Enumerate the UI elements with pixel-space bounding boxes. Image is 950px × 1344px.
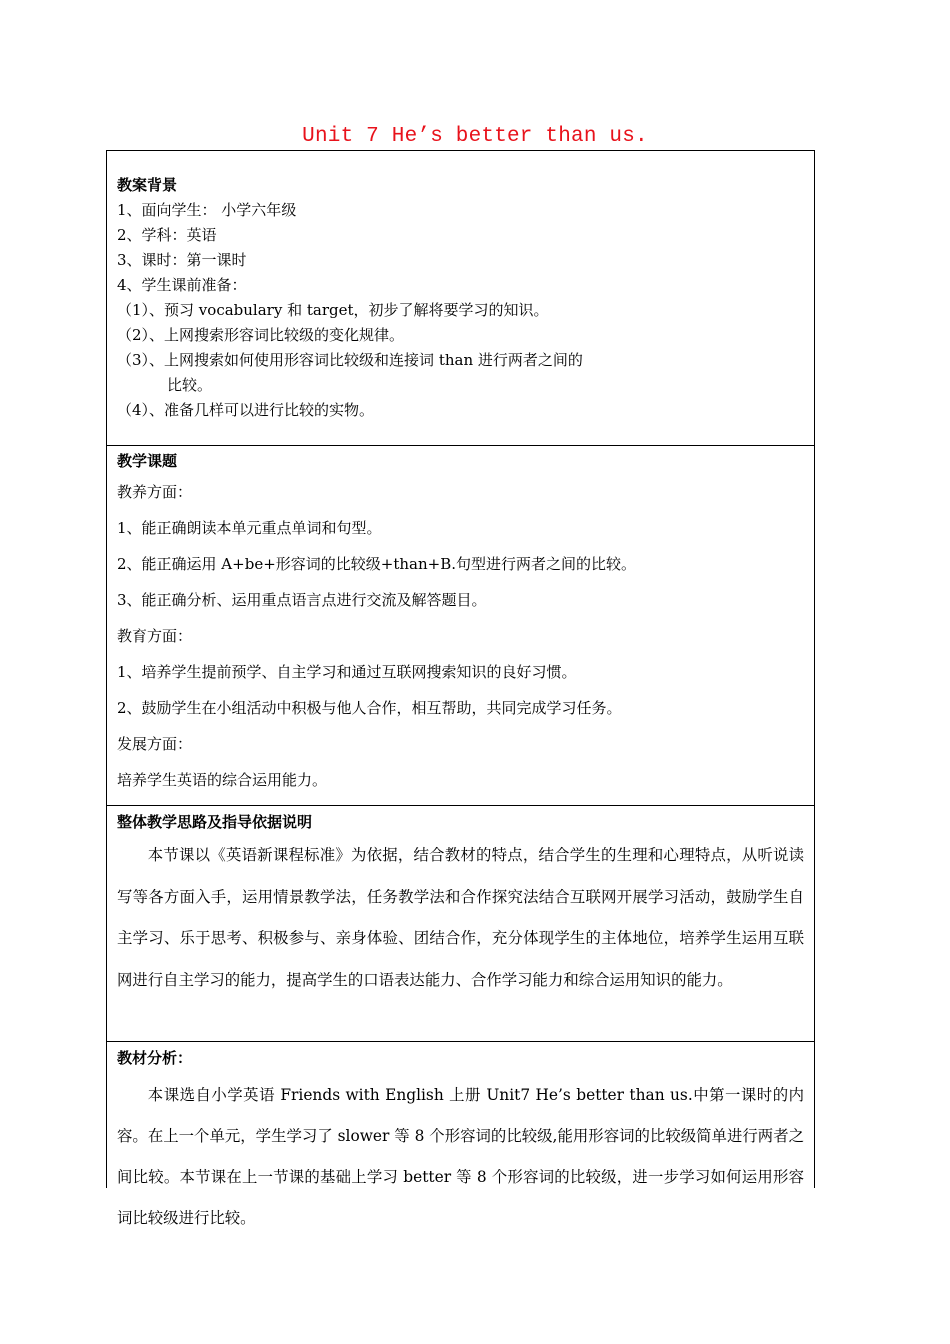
background-item: （2）、上网搜索形容词比较级的变化规律。 <box>117 326 405 344</box>
analysis-paragraph: 本课选自小学英语 Friends with English 上册 Unit7 He’s better than us.中第一课时的内容。在上一个单元，学生学习了 slower 等 8 个形容词的比较级,能用形容词的比较级简单进行两者之间比较。本节课在上一节课的基础上学习 better 等 8 个形容词的比较级，进一步学习如何运用形容词比较级进行比较。 <box>117 1086 804 1227</box>
background-item: 1、面向学生： 小学六年级 <box>117 201 297 219</box>
background-item: （4）、准备几样可以进行比较的实物。 <box>117 401 375 419</box>
topic-item: 1、培养学生提前预学、自主学习和通过互联网搜索知识的良好习惯。 <box>117 663 577 681</box>
topic-item: 教养方面： <box>117 483 193 501</box>
background-section <box>107 173 814 423</box>
approach-paragraph: 本节课以《英语新课程标准》为依据，结合教材的特点，结合学生的生理和心理特点，从听说读写等各方面入手，运用情景教学法，任务教学法和合作探究法结合互联网开展学习活动，鼓励学生自主学习、乐于思考、积极参与、亲身体验、团结合作，充分体现学生的主体地位，培养学生运用互联网进行自主学习的能力，提高学生的口语表达能力、合作学习能力和综合运用知识的能力。 <box>117 846 804 989</box>
background-item: 3、课时：第一课时 <box>117 251 247 269</box>
background-item: 比较。 <box>167 376 213 394</box>
approach-heading: 整体教学思路及指导依据说明 <box>117 813 313 831</box>
background-item: （3）、上网搜索如何使用形容词比较级和连接词 than 进行两者之间的 <box>117 351 583 369</box>
analysis-section <box>107 1041 814 1239</box>
background-item: 2、学科：英语 <box>117 226 217 244</box>
background-item: （1）、预习 vocabulary 和 target，初步了解将要学习的知识。 <box>117 301 549 319</box>
topic-item: 1、能正确朗读本单元重点单词和句型。 <box>117 519 382 537</box>
topic-item: 培养学生英语的综合运用能力。 <box>117 771 328 789</box>
lesson-plan-table <box>106 150 815 1227</box>
approach-section <box>107 805 814 1001</box>
analysis-heading: 教材分析： <box>117 1049 193 1067</box>
topic-item: 发展方面： <box>117 735 193 753</box>
topic-item: 2、鼓励学生在小组活动中积极与他人合作，相互帮助，共同完成学习任务。 <box>117 699 622 717</box>
background-item: 4、学生课前准备： <box>117 276 247 294</box>
page-title: Unit 7 He’s better than us. <box>302 125 648 148</box>
topic-heading: 教学课题 <box>117 452 178 470</box>
background-heading: 教案背景 <box>117 176 178 194</box>
topic-item: 3、能正确分析、运用重点语言点进行交流及解答题目。 <box>117 591 487 609</box>
topic-item: 教育方面： <box>117 627 193 645</box>
topic-section <box>107 445 814 798</box>
topic-item: 2、能正确运用 A+be+形容词的比较级+than+B.句型进行两者之间的比较。 <box>117 555 636 573</box>
